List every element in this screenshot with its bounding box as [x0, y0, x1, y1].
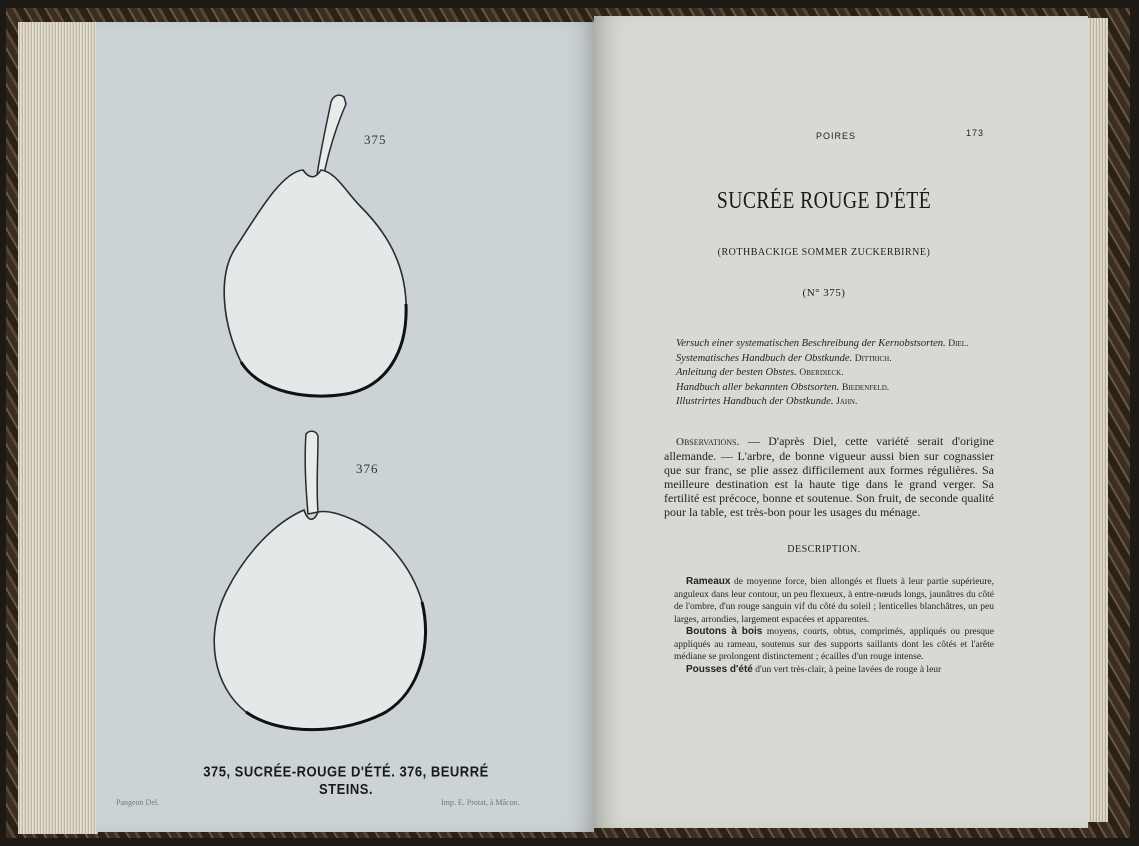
- variety-number: (N° 375): [802, 287, 846, 299]
- description-heading: DESCRIPTION.: [787, 544, 861, 555]
- page-edges-right: [1086, 18, 1108, 822]
- reference-item: Systematisches Handbuch der Obstkunde. Dittrich.: [676, 352, 892, 364]
- references-list: [676, 337, 1056, 410]
- german-name: (ROTHBACKIGE SOMMER ZUCKERBIRNE): [717, 247, 931, 258]
- figure-caption: 375, SUCRÉE-ROUGE D'ÉTÉ. 376, BEURRÉ STEINS.: [203, 762, 489, 798]
- figure-number-376: 376: [356, 461, 379, 476]
- illustrator-credit: Pangeon Del.: [116, 798, 160, 807]
- reference-item: Illustrirtes Handbuch der Obstkunde. Jahn.: [676, 396, 858, 407]
- printer-credit: Imp. E. Protat, à Mâcon.: [441, 798, 520, 807]
- figure-number-375: 375: [364, 132, 387, 147]
- observations-text: — D'après Diel, cette variété serait d'origine allemande. — L'arbre, de bonne vigueur aussi bien sur cognassier que sur franc, se plie assez difficilement aux formes régulières. Sa meilleure destination est la haute tige dans le grand verger. Sa fertilité est précoce, bonne et soutenue. Son fruit, de seconde qualité pour la table, est très-bon pour les usages du ménage.: [664, 434, 994, 519]
- right-page: [594, 16, 1088, 828]
- page-edges-left: [18, 22, 98, 834]
- page-title: SUCRÉE ROUGE D'ÉTÉ: [716, 188, 932, 214]
- left-page: [96, 22, 594, 832]
- reference-item: Handbuch aller bekannten Obstsorten. Biedenfeld.: [676, 381, 890, 393]
- observations-label: Observations.: [676, 436, 740, 448]
- description-text: [674, 576, 994, 676]
- reference-item: Anleitung der besten Obstes. Oberdieck.: [676, 367, 844, 378]
- pear-375-drawing: [224, 95, 406, 396]
- page-number: 173: [966, 128, 985, 138]
- pear-illustrations: [96, 22, 594, 832]
- pear-376-drawing: [214, 431, 425, 729]
- reference-item: Versuch einer systematischen Beschreibung der Kernobstsorten. Diel.: [676, 338, 969, 349]
- description-paragraph: Pousses d'été d'un vert très-clair, à peine lavées de rouge à leur: [686, 663, 942, 675]
- description-paragraph: Rameaux de moyenne force, bien allongés et fluets à leur partie supérieure, anguleux dans leur contour, un peu flexueux, à entre-nœuds longs, jaunâtres du côté de l'ombre, d'un rouge sanguin vif du côté du soleil ; lenticelles blanchâtres, un peu larges, arrondies, largement espacées et apparentes.: [674, 576, 995, 625]
- description-paragraph: Boutons à bois moyens, courts, obtus, comprimés, appliqués ou presque appliqués au rameau, soutenus sur des supports saillants dont les côtés et l'arête médiane se prolongent distinctement ; écailles d'un rouge intense.: [674, 626, 994, 662]
- observations-paragraph: [664, 434, 994, 519]
- running-head: POIRES: [816, 131, 857, 141]
